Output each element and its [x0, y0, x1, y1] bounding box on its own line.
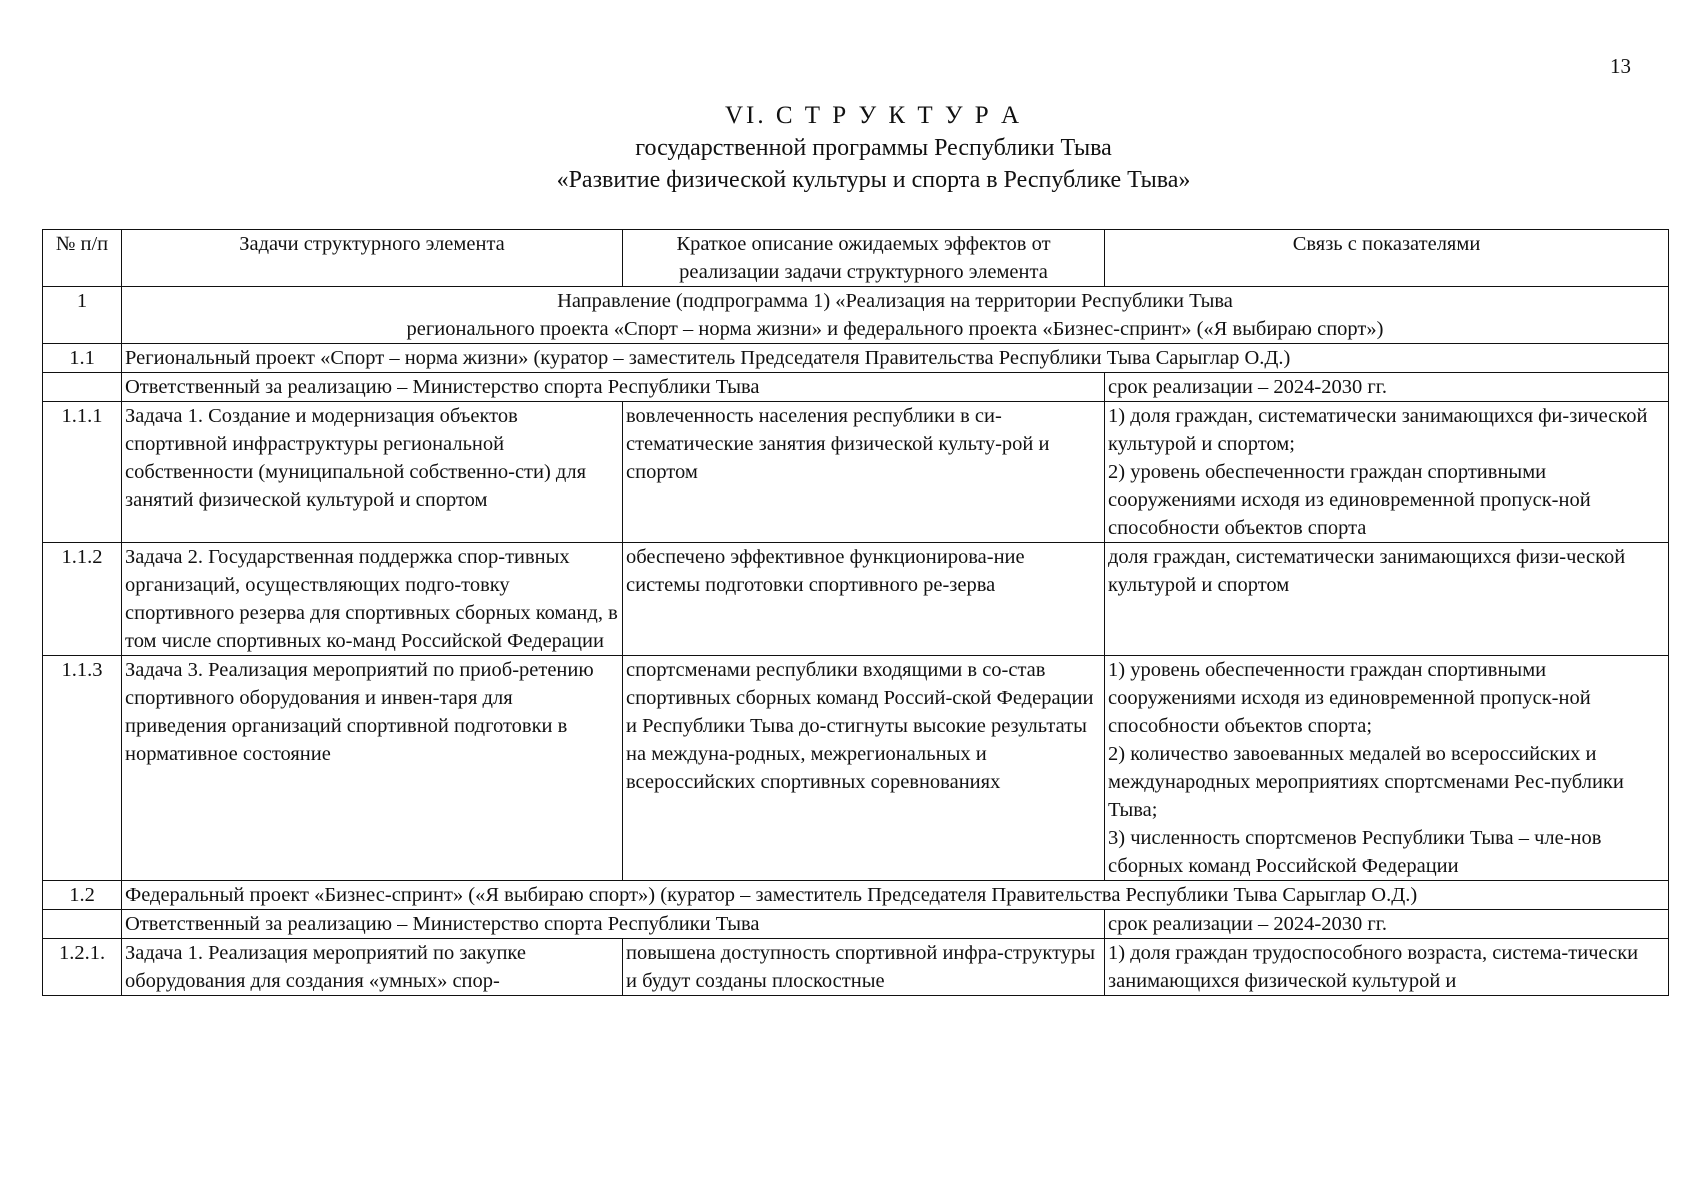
task-text: Задача 1. Реализация мероприятий по закупке оборудования для создания «умных» спор- — [122, 939, 623, 996]
project-1-2-num: 1.2 — [43, 881, 122, 910]
task-text: Задача 2. Государственная поддержка спор-тивных организаций, осуществляющих подго-товку спортивного резерва для спортивных сборных команд, в том числе спортивных ко-манд Российской Федерации — [122, 543, 623, 656]
task-effect: повышена доступность спортивной инфра-структуры и будут созданы плоскостные — [623, 939, 1105, 996]
header-row — [43, 230, 1669, 287]
project-1-2-row — [43, 881, 1669, 910]
table-row — [43, 402, 1669, 543]
indicator-item: 2) количество завоеванных медалей во всероссийских и международных мероприятиях спортсменами Рес-публики Тыва; — [1108, 743, 1624, 821]
project-1-1-num: 1.1 — [43, 344, 122, 373]
direction-line-2: регионального проекта «Спорт – норма жизни» и федерального проекта «Бизнес-спринт» («Я выбираю спорт») — [406, 318, 1384, 340]
direction-num: 1 — [43, 287, 122, 344]
indicator-item: 3) численность спортсменов Республики Тыва – чле-нов сборных команд Российской Федерации — [1108, 827, 1602, 877]
project-1-2-title: Федеральный проект «Бизнес-спринт» («Я выбираю спорт») (куратор – заместитель Председателя Правительства Республики Тыва Сарыглар О.Д.) — [122, 881, 1669, 910]
task-text: Задача 1. Создание и модернизация объектов спортивной инфраструктуры региональной собственности (муниципальной собственно-сти) для занятий физической культурой и спортом — [122, 402, 623, 543]
indicator-item: 1) доля граждан, систематически занимающихся фи-зической культурой и спортом; — [1108, 405, 1648, 455]
task-indicators — [1105, 939, 1669, 996]
task-indicators — [1105, 543, 1669, 656]
project-1-1-responsible-row — [43, 373, 1669, 402]
task-num: 1.2.1. — [43, 939, 122, 996]
table-row — [43, 656, 1669, 881]
indicator-item: 1) доля граждан трудоспособного возраста, система-тически занимающихся физической культурой и — [1108, 942, 1639, 992]
task-effect: спортсменами республики входящими в со-став спортивных сборных команд Россий-ской Федерации и Республики Тыва до-стигнуты высокие результаты на междуна-родных, межрегиональных и всероссийских спортивных соревнованиях — [623, 656, 1105, 881]
direction-text — [122, 287, 1669, 344]
header-indicators: Связь с показателями — [1105, 230, 1669, 287]
direction-line-1: Направление (подпрограмма 1) «Реализация на территории Республики Тыва — [557, 290, 1233, 312]
header-num: № п/п — [43, 230, 122, 287]
header-task: Задачи структурного элемента — [122, 230, 623, 287]
empty-cell — [43, 373, 122, 402]
project-1-1-row — [43, 344, 1669, 373]
project-1-1-period: срок реализации – 2024-2030 гг. — [1105, 373, 1669, 402]
document-heading — [25, 100, 1697, 196]
task-num: 1.1.3 — [43, 656, 122, 881]
table-row — [43, 939, 1669, 996]
task-effect: вовлеченность населения республики в си-стематические занятия физической культу-рой и спортом — [623, 402, 1105, 543]
task-indicators — [1105, 402, 1669, 543]
project-1-2-responsible: Ответственный за реализацию – Министерство спорта Республики Тыва — [122, 910, 1105, 939]
task-indicators — [1105, 656, 1669, 881]
page-number: 13 — [1610, 54, 1631, 78]
section-title: VI. С Т Р У К Т У Р А — [724, 102, 1023, 129]
indicator-item: доля граждан, систематически занимающихся физи-ческой культурой и спортом — [1108, 546, 1626, 596]
direction-row — [43, 287, 1669, 344]
project-1-2-responsible-row — [43, 910, 1669, 939]
project-1-1-title: Региональный проект «Спорт – норма жизни» (куратор – заместитель Председателя Правительства Республики Тыва Сарыглар О.Д.) — [122, 344, 1669, 373]
task-effect: обеспечено эффективное функционирова-ние системы подготовки спортивного ре-зерва — [623, 543, 1105, 656]
task-num: 1.1.1 — [43, 402, 122, 543]
title-line-3: «Развитие физической культуры и спорта в Республике Тыва» — [556, 167, 1191, 193]
header-effects: Краткое описание ожидаемых эффектов от реализации задачи структурного элемента — [623, 230, 1105, 287]
indicator-item: 1) уровень обеспеченности граждан спортивными сооружениями исходя из единовременной пропуск-ной способности объектов спорта; — [1108, 659, 1591, 737]
table-row — [43, 543, 1669, 656]
task-text: Задача 3. Реализация мероприятий по приоб-ретению спортивного оборудования и инвен-таря для приведения организаций спортивной подготовки в нормативное состояние — [122, 656, 623, 881]
title-line-2: государственной программы Республики Тыва — [635, 135, 1112, 161]
indicator-item: 2) уровень обеспеченности граждан спортивными сооружениями исходя из единовременной пропуск-ной способности объектов спорта — [1108, 461, 1591, 539]
task-num: 1.1.2 — [43, 543, 122, 656]
empty-cell — [43, 910, 122, 939]
project-1-2-period: срок реализации – 2024-2030 гг. — [1105, 910, 1669, 939]
project-1-1-responsible: Ответственный за реализацию – Министерство спорта Республики Тыва — [122, 373, 1105, 402]
structure-table — [42, 229, 1669, 996]
